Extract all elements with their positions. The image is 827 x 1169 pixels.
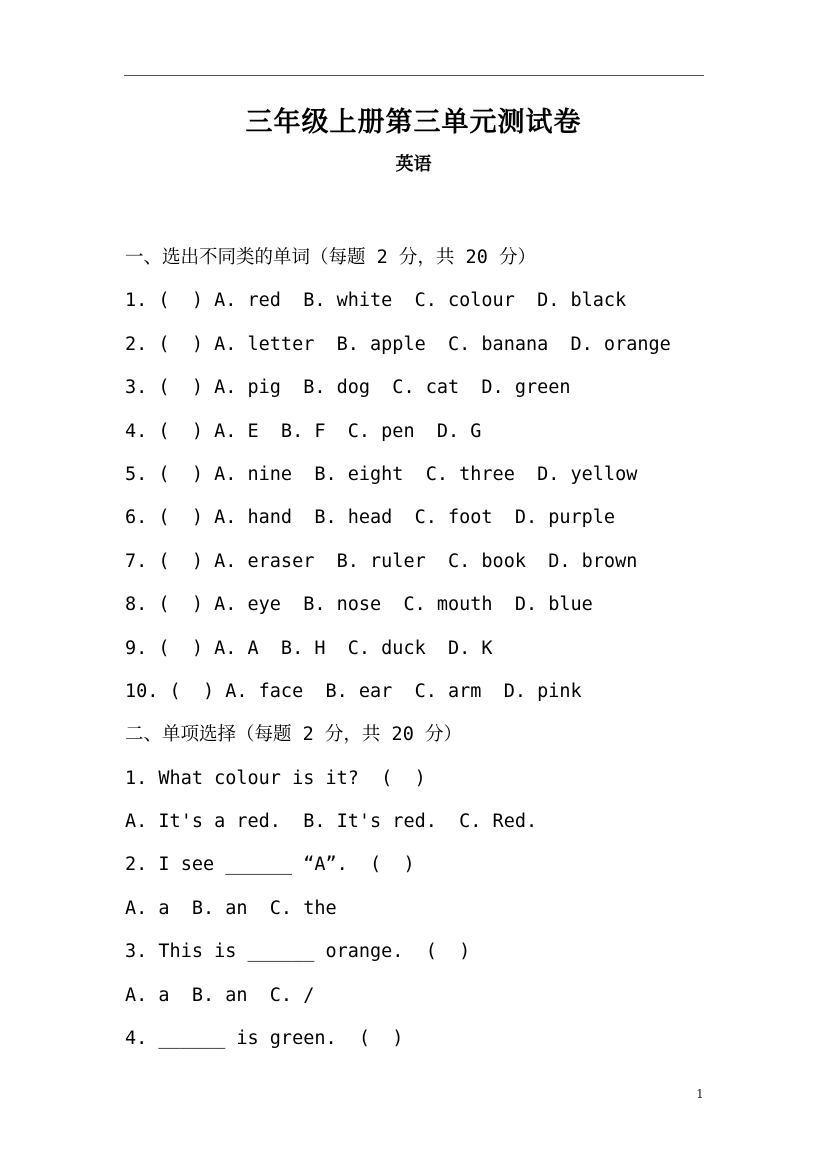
- section-1-heading: 一、选出不同类的单词（每题 2 分，共 20 分）: [125, 247, 536, 268]
- question-line: 3. This is ______ orange. ( ): [125, 941, 471, 963]
- question-item: 6. ( ) A. hand B. head C. foot D. purple: [125, 507, 616, 529]
- page-title: 三年级上册第三单元测试卷: [245, 107, 582, 138]
- exam-content: [125, 236, 725, 1060]
- question-item: 3. ( ) A. pig B. dog C. cat D. green: [125, 377, 571, 399]
- answer-options: A. a B. an C. /: [125, 984, 315, 1006]
- section-2-heading: 二、单项选择（每题 2 分，共 20 分）: [125, 724, 462, 746]
- page-number: 1: [696, 1087, 704, 1101]
- question-item: 10. ( ) A. face B. ear C. arm D. pink: [125, 680, 582, 702]
- header-rule: [124, 75, 704, 76]
- question-item: 1. ( ) A. red B. white C. colour D. black: [125, 290, 627, 312]
- question-line: 2. I see ______ “A”. ( ): [125, 854, 415, 876]
- question-item: 7. ( ) A. eraser B. ruler C. book D. brown: [125, 550, 638, 572]
- question-item: 4. ( ) A. E B. F C. pen D. G: [125, 420, 482, 442]
- question-line: 1. What colour is it? ( ): [125, 767, 426, 789]
- question-line: 4. ______ is green. ( ): [125, 1028, 404, 1050]
- answer-options: A. It's a red. B. It's red. C. Red.: [125, 811, 538, 833]
- page-subtitle: 英语: [395, 154, 432, 175]
- answer-options: A. a B. an C. the: [125, 897, 337, 919]
- question-item: 2. ( ) A. letter B. apple C. banana D. orange: [125, 333, 671, 355]
- question-item: 5. ( ) A. nine B. eight C. three D. yellow: [125, 463, 638, 485]
- question-item: 8. ( ) A. eye B. nose C. mouth D. blue: [125, 594, 593, 616]
- question-item: 9. ( ) A. A B. H C. duck D. K: [125, 637, 493, 659]
